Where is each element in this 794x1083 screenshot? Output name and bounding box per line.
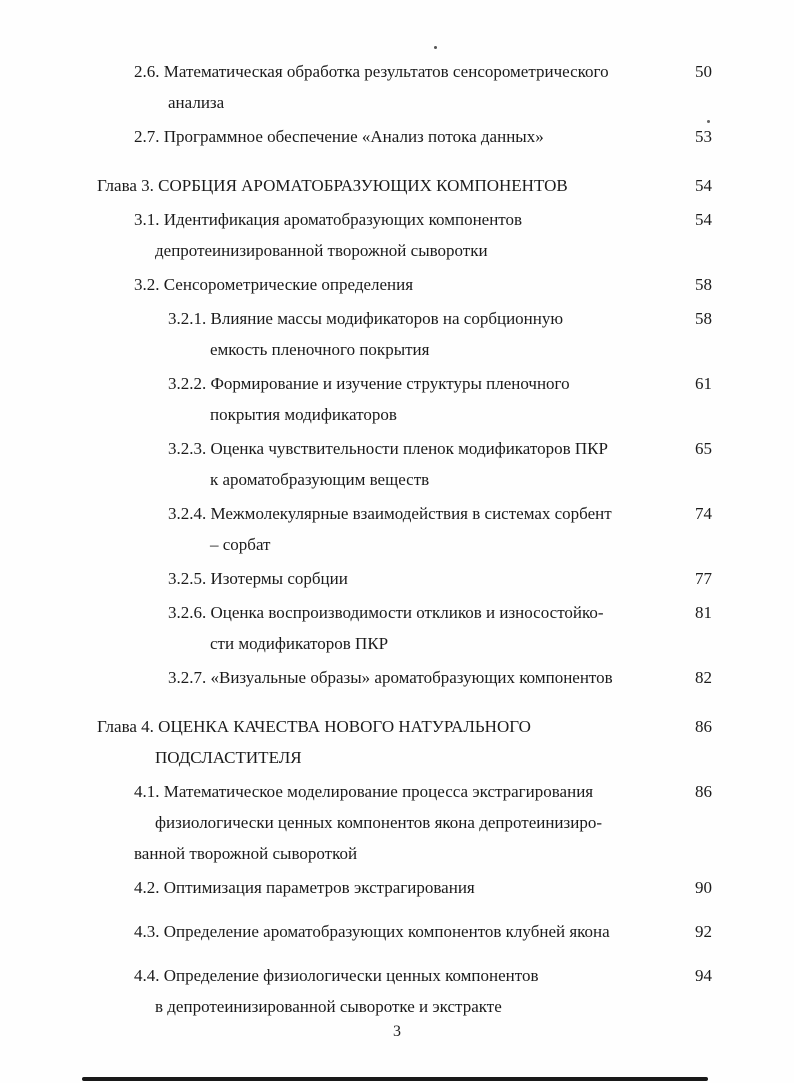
toc-entry-line: – сорбат xyxy=(210,535,271,554)
toc-entry-text xyxy=(97,204,672,266)
table-of-contents xyxy=(97,56,712,1022)
toc-entry-page-number: 54 xyxy=(695,210,712,229)
toc-entry-line: 3.2.1. Влияние массы модификаторов на сорбционную xyxy=(168,309,564,328)
toc-entry-page-number: 65 xyxy=(695,439,712,458)
toc-entry xyxy=(97,872,712,903)
toc-entry-page-number: 82 xyxy=(695,668,712,687)
toc-entry-page-number: 50 xyxy=(695,62,712,81)
toc-entry-text xyxy=(97,121,672,152)
toc-entry-line: ванной творожной сывороткой xyxy=(134,844,358,863)
toc-entry xyxy=(97,662,712,693)
toc-entry-line: 3.2.5. Изотермы сорбции xyxy=(168,569,348,588)
toc-entry-text xyxy=(97,776,672,869)
toc-entry-page-number: 94 xyxy=(695,966,712,985)
toc-entry-text xyxy=(97,597,672,659)
toc-entry-line: ПОДСЛАСТИТЕЛЯ xyxy=(155,748,302,767)
toc-entry-line: Глава 4. ОЦЕНКА КАЧЕСТВА НОВОГО НАТУРАЛЬНОГО xyxy=(97,717,531,736)
toc-entry-page-number: 90 xyxy=(695,878,712,897)
toc-entry xyxy=(97,597,712,659)
toc-entry xyxy=(97,776,712,869)
toc-entry-line: 4.1. Математическое моделирование процесса экстрагирования xyxy=(134,782,594,801)
toc-entry-page-number: 61 xyxy=(695,374,712,393)
scan-artifact-dot xyxy=(707,120,710,123)
toc-entry-line: Глава 3. СОРБЦИЯ АРОМАТОБРАЗУЮЩИХ КОМПОНЕНТОВ xyxy=(97,176,568,195)
toc-entry xyxy=(97,121,712,152)
scan-artifact-line xyxy=(82,1077,708,1081)
toc-entry-text xyxy=(97,303,672,365)
toc-entry xyxy=(97,303,712,365)
toc-entry-text xyxy=(97,711,672,773)
toc-entry-line: 3.2.4. Межмолекулярные взаимодействия в системах сорбент xyxy=(168,504,612,523)
toc-entry-line: 4.2. Оптимизация параметров экстрагирования xyxy=(134,878,475,897)
toc-entry xyxy=(97,563,712,594)
toc-entry-text xyxy=(97,662,672,693)
toc-entry-page-number: 86 xyxy=(695,717,712,736)
toc-entry-line: 2.6. Математическая обработка результатов сенсорометрического xyxy=(134,62,609,81)
toc-entry xyxy=(97,269,712,300)
toc-entry-text xyxy=(97,368,672,430)
toc-entry-line: депротеинизированной творожной сыворотки xyxy=(155,241,488,260)
page-number: 3 xyxy=(393,1023,401,1040)
toc-entry-line: в депротеинизированной сыворотке и экстракте xyxy=(155,997,502,1016)
toc-entry-line: 3.1. Идентификация ароматобразующих компонентов xyxy=(134,210,523,229)
toc-entry-line: анализа xyxy=(168,93,225,112)
toc-entry-line: 3.2.7. «Визуальные образы» ароматобразующих компонентов xyxy=(168,668,613,687)
scan-artifact-dot xyxy=(434,46,437,49)
toc-entry-page-number: 74 xyxy=(695,504,712,523)
toc-entry-line: 4.3. Определение ароматобразующих компонентов клубней якона xyxy=(134,922,610,941)
toc-entry xyxy=(97,368,712,430)
toc-entry-page-number: 81 xyxy=(695,603,712,622)
toc-entry-page-number: 58 xyxy=(695,309,712,328)
toc-entry-line: 4.4. Определение физиологически ценных компонентов xyxy=(134,966,539,985)
toc-entry-text xyxy=(97,916,672,947)
toc-entry-line: покрытия модификаторов xyxy=(210,405,397,424)
toc-chapter-entry xyxy=(97,170,712,201)
toc-entry-page-number: 58 xyxy=(695,275,712,294)
toc-entry-text xyxy=(97,872,672,903)
toc-entry-text xyxy=(97,563,672,594)
toc-entry xyxy=(97,960,712,1022)
page-footer xyxy=(0,1023,794,1041)
toc-entry-text xyxy=(97,269,672,300)
toc-entry-line: 3.2. Сенсорометрические определения xyxy=(134,275,414,294)
toc-entry-text xyxy=(97,960,672,1022)
toc-chapter-entry xyxy=(97,711,712,773)
toc-entry-text xyxy=(97,56,672,118)
toc-entry-line: 3.2.2. Формирование и изучение структуры пленочного xyxy=(168,374,570,393)
toc-entry-page-number: 54 xyxy=(695,176,712,195)
toc-entry-text xyxy=(97,433,672,495)
toc-entry-line: сти модификаторов ПКР xyxy=(210,634,389,653)
toc-entry-line: емкость пленочного покрытия xyxy=(210,340,430,359)
toc-entry xyxy=(97,433,712,495)
toc-entry xyxy=(97,56,712,118)
toc-entry-page-number: 86 xyxy=(695,782,712,801)
toc-entry-line: к ароматобразующим веществ xyxy=(210,470,430,489)
toc-entry-line: 3.2.3. Оценка чувствительности пленок модификаторов ПКР xyxy=(168,439,608,458)
toc-entry-page-number: 77 xyxy=(695,569,712,588)
toc-entry xyxy=(97,204,712,266)
toc-entry-line: 3.2.6. Оценка воспроизводимости откликов и износостойко- xyxy=(168,603,604,622)
toc-entry-line: физиологически ценных компонентов якона депротеинизиро- xyxy=(155,813,603,832)
toc-entry-page-number: 92 xyxy=(695,922,712,941)
toc-entry xyxy=(97,498,712,560)
toc-entry-text xyxy=(97,498,672,560)
toc-entry-line: 2.7. Программное обеспечение «Анализ потока данных» xyxy=(134,127,544,146)
toc-entry-text xyxy=(97,170,672,201)
toc-entry xyxy=(97,916,712,947)
toc-entry-page-number: 53 xyxy=(695,127,712,146)
